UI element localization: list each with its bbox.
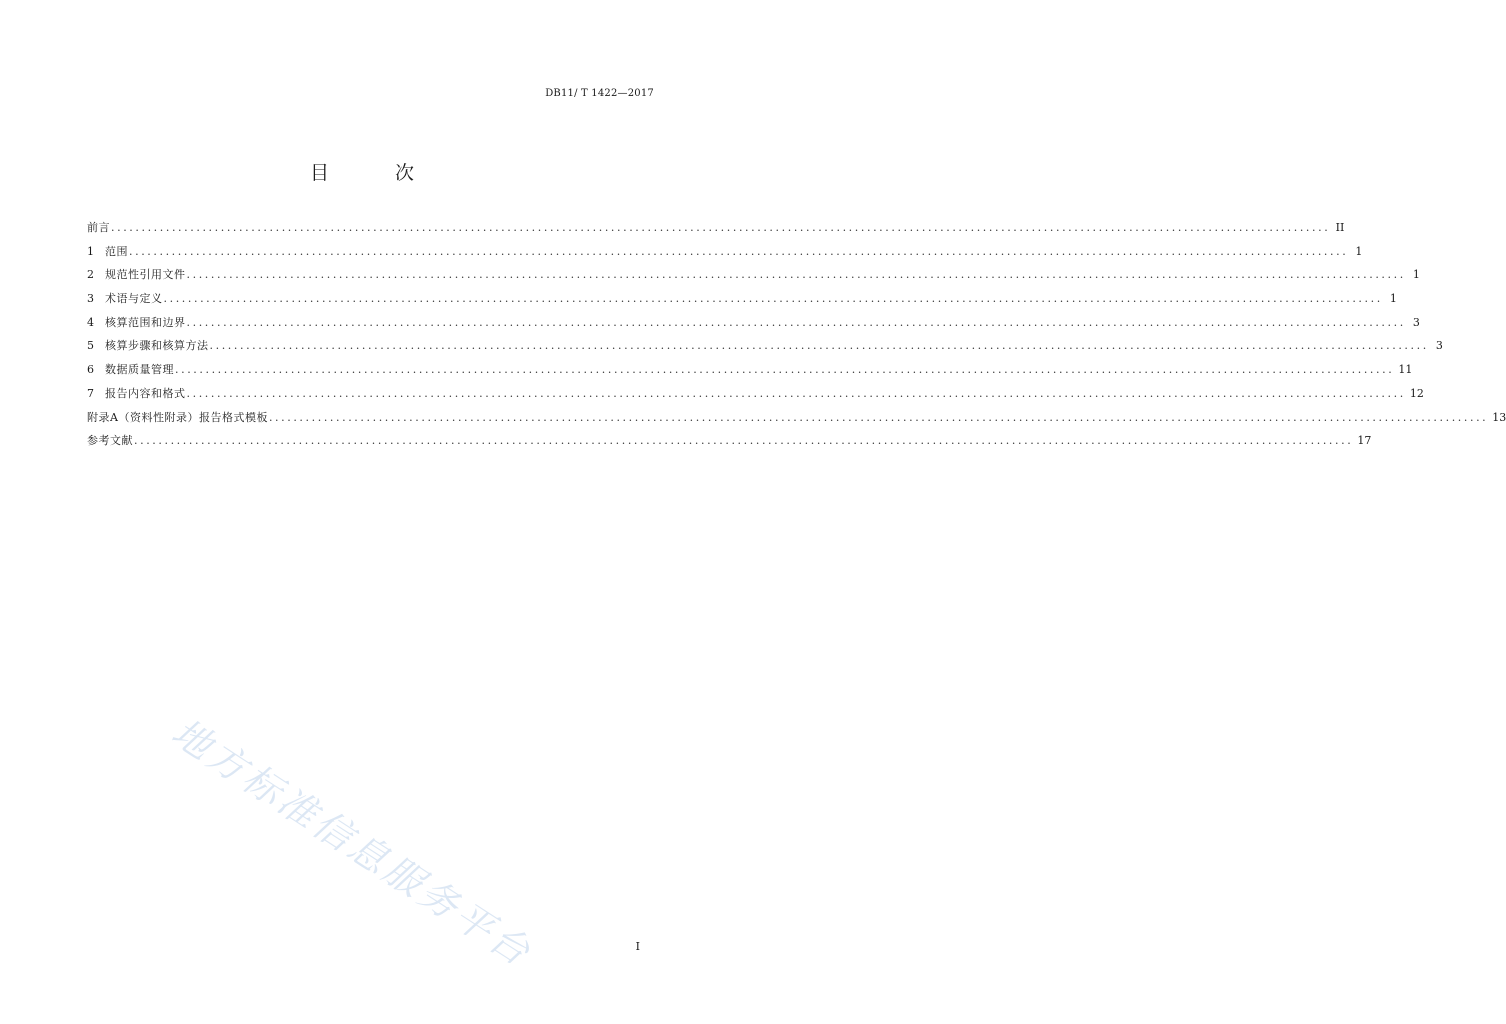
toc-entry-number: 4 xyxy=(87,315,94,329)
toc-leader-dots: ........................................................................................................................................................................................................ xyxy=(186,268,1406,282)
toc-leader-dots: ........................................................................................................................................................................................................ xyxy=(111,221,1331,234)
toc-leader-dots: ........................................................................................................................................................................................................ xyxy=(163,292,1383,306)
toc-entry-page: 1 xyxy=(1389,292,1397,306)
toc-entry[interactable] xyxy=(87,216,1345,240)
toc-entry-number: 3 xyxy=(87,292,94,306)
toc-entry-label: 前言 xyxy=(87,221,110,234)
toc-entry-page: II xyxy=(1335,221,1345,234)
toc-entry-page: 17 xyxy=(1357,434,1372,448)
toc-entry-page: 1 xyxy=(1412,268,1420,282)
toc-entry-label: 核算步骤和核算方法 xyxy=(105,339,209,353)
toc-leader-dots: ........................................................................................................................................................................................................ xyxy=(209,339,1429,353)
watermark: 地方标准信息服务平台 xyxy=(164,709,541,976)
toc-leader-dots: ........................................................................................................................................................................................................ xyxy=(175,363,1395,377)
toc-entry[interactable] xyxy=(87,406,1506,430)
toc-entry-label: 规范性引用文件 xyxy=(105,268,186,282)
toc-entry-number: 1 xyxy=(87,244,94,258)
page-number: I xyxy=(635,940,640,953)
toc-entry[interactable] xyxy=(87,263,1420,287)
toc-entry-page: 13 xyxy=(1492,410,1506,424)
toc-entry-label: 核算范围和边界 xyxy=(105,315,186,329)
toc-leader-dots: ........................................................................................................................................................................................................ xyxy=(268,410,1489,424)
toc-entry-number: 6 xyxy=(87,363,94,377)
toc-leader-dots: ........................................................................................................................................................................................................ xyxy=(134,434,1354,448)
toc-entry-page: 11 xyxy=(1398,363,1413,377)
toc-entry[interactable] xyxy=(87,358,1413,382)
toc-entry-page: 12 xyxy=(1409,386,1424,400)
toc-entry-number: 7 xyxy=(87,386,94,400)
toc-entry-label: 范围 xyxy=(105,244,128,258)
page-title: 目 次 xyxy=(309,162,445,184)
toc-entry-number: 5 xyxy=(87,339,94,353)
toc-leader-dots: ........................................................................................................................................................................................................ xyxy=(186,315,1406,329)
toc-entry-label: 报告内容和格式 xyxy=(105,386,186,400)
toc-entry-number: 2 xyxy=(87,268,94,282)
toc-entry-page: 1 xyxy=(1355,244,1363,258)
toc-entry-label: 附录A（资料性附录）报告格式模板 xyxy=(87,410,268,424)
toc-entry[interactable] xyxy=(87,334,1443,358)
toc-entry-page: 3 xyxy=(1412,315,1420,329)
toc-entry[interactable] xyxy=(87,311,1420,335)
toc-entry-label: 术语与定义 xyxy=(105,292,163,306)
toc-entry-label: 数据质量管理 xyxy=(105,363,174,377)
toc-entry[interactable] xyxy=(87,382,1424,406)
toc-entry[interactable] xyxy=(87,287,1397,311)
toc-entry-page: 3 xyxy=(1435,339,1443,353)
toc-entry[interactable] xyxy=(87,429,1372,453)
toc-leader-dots: ........................................................................................................................................................................................................ xyxy=(186,386,1406,400)
table-of-contents xyxy=(87,216,1506,453)
toc-leader-dots: ........................................................................................................................................................................................................ xyxy=(129,244,1349,258)
toc-entry-label: 参考文献 xyxy=(87,434,133,448)
toc-entry[interactable] xyxy=(87,240,1363,264)
standard-code: DB11/ T 1422—2017 xyxy=(545,88,654,99)
